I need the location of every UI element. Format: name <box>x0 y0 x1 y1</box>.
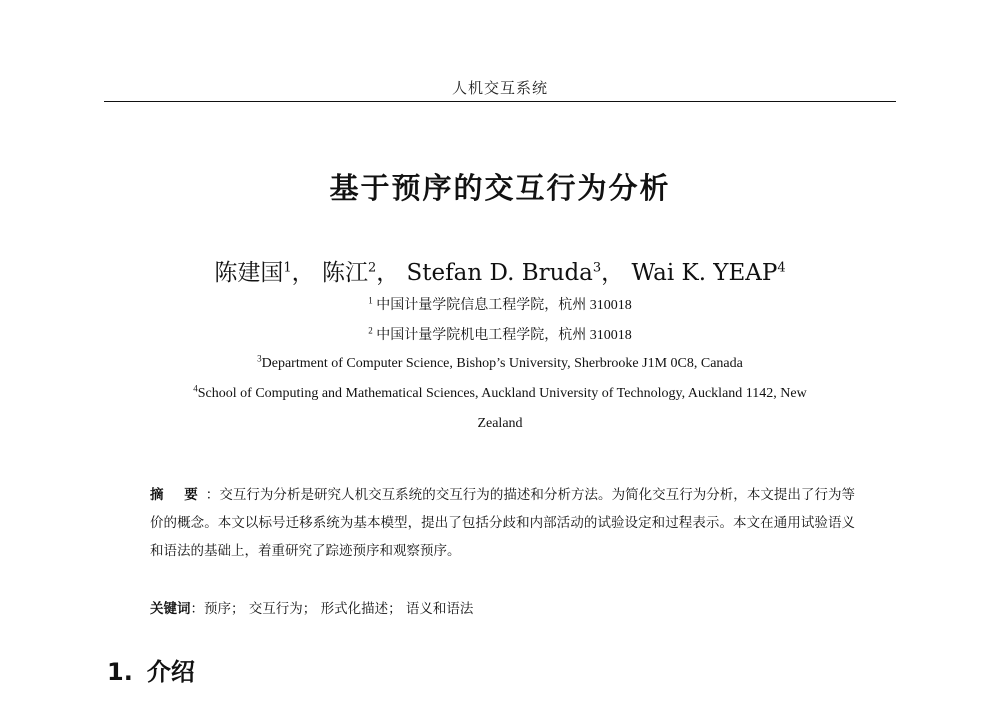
author-name: Wai K. YEAP <box>631 260 778 286</box>
keywords-text: 预序； 交互行为； 形式化描述； 语义和语法 <box>204 601 474 617</box>
header-rule <box>104 101 896 102</box>
affiliation-3 <box>0 353 1000 372</box>
author-separator: ， <box>291 260 315 286</box>
author-name: Stefan D. Bruda <box>406 260 593 286</box>
keywords-label: 关键词 <box>150 601 191 617</box>
affiliation-text: 中国计量学院机电工程学院，杭州 310018 <box>376 328 632 343</box>
author-affiliation-mark: 2 <box>367 260 377 276</box>
author-name: 陈江 <box>321 260 368 286</box>
affiliation-text: School of Computing and Mathematical Sciences, Auckland University of Technology, Auckland 1142, New <box>197 386 807 401</box>
abstract <box>150 481 855 565</box>
author-separator: ， <box>376 260 400 286</box>
abstract-colon: ： <box>205 487 220 503</box>
affiliation-1 <box>0 294 1000 314</box>
affiliation-4 <box>0 383 1000 402</box>
author-affiliation-mark: 3 <box>592 260 602 276</box>
author-affiliation-mark: 4 <box>777 260 786 276</box>
affiliation-text: 中国计量学院信息工程学院，杭州 310018 <box>376 298 632 313</box>
author-name: 陈建国 <box>214 260 284 286</box>
affiliation-text: Zealand <box>477 416 523 431</box>
keywords-colon: ： <box>190 601 204 617</box>
affiliation-4-continued <box>0 416 1000 432</box>
affiliation-mark: 3 <box>257 353 262 364</box>
running-header: 人机交互系统 <box>451 79 548 97</box>
author-list <box>0 254 1000 287</box>
keywords <box>150 597 855 617</box>
author-affiliation-mark: 1 <box>283 260 292 276</box>
abstract-label: 摘 要 <box>150 487 206 503</box>
section-number: 1. <box>107 658 133 686</box>
affiliation-mark: 2 <box>368 325 373 336</box>
affiliation-mark: 4 <box>193 383 198 394</box>
paper-title: 基于预序的交互行为分析 <box>329 171 671 205</box>
section-heading-introduction <box>107 652 195 687</box>
abstract-text: 交互行为分析是研究人机交互系统的交互行为的描述和分析方法。为简化交互行为分析，本文提出了行为等价的概念。本文以标号迁移系统为基本模型，提出了包括分歧和内部活动的试验设定和过程表示。本文在通用试验语义和语法的基础上，着重研究了踪迹预序和观察预序。 <box>150 487 856 559</box>
section-title: 介绍 <box>146 658 195 686</box>
affiliation-text: Department of Computer Science, Bishop’s University, Sherbrooke J1M 0C8, Canada <box>261 356 743 371</box>
affiliation-mark: 1 <box>368 295 373 306</box>
author-separator: ， <box>601 260 625 286</box>
affiliation-2 <box>0 324 1000 344</box>
